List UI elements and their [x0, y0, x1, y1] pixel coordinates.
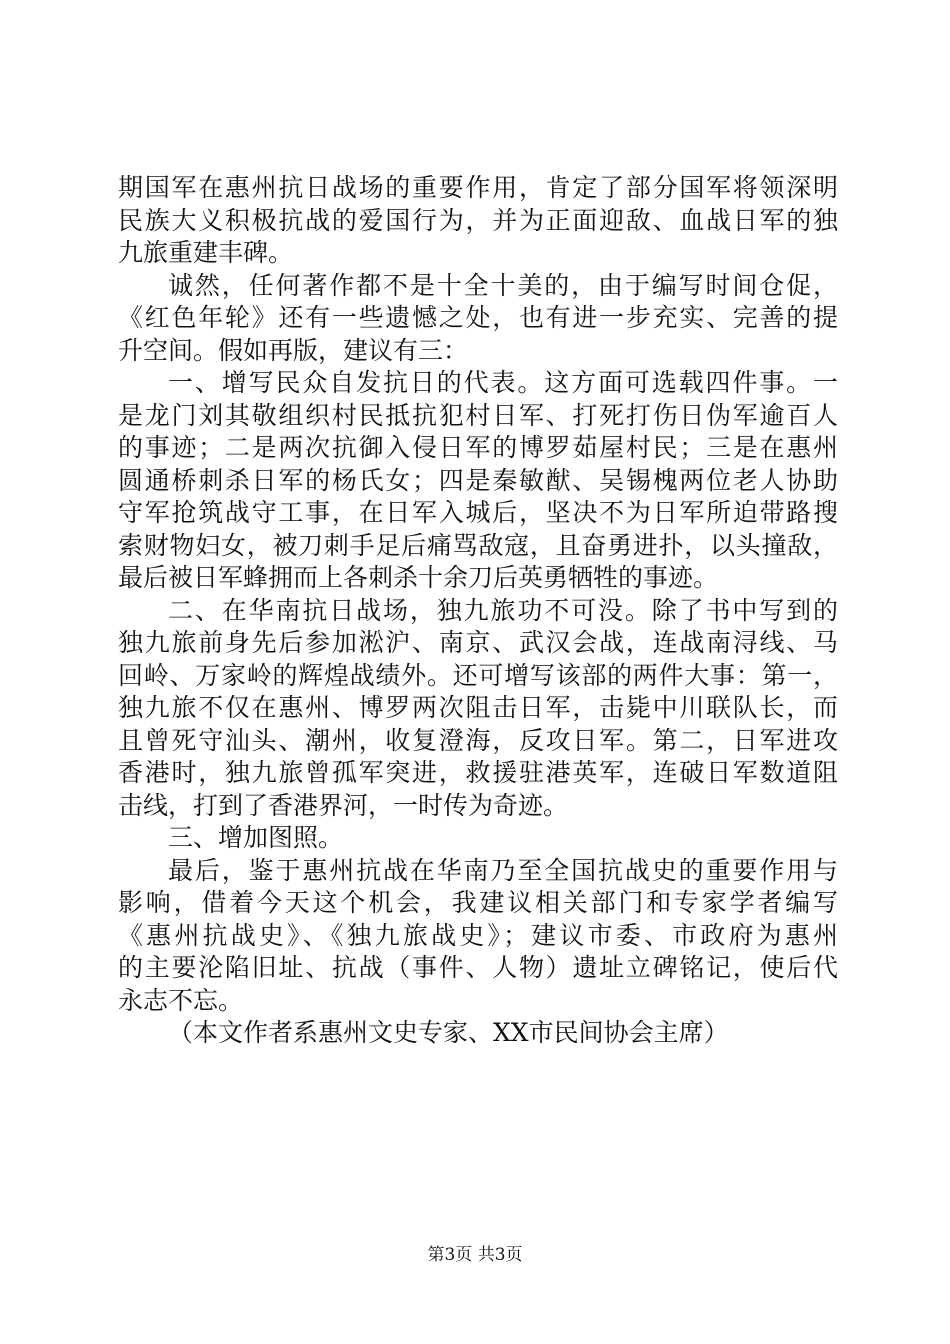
text-line: 最后被日军蜂拥而上各刺杀十余刀后英勇牺牲的事迹。 [118, 563, 719, 592]
document-body [118, 172, 838, 1050]
text-line: 民族大义积极抗战的爱国行为，并为正面迎敌、血战日军的独 [118, 205, 838, 235]
text-line: 香港时，独九旅曾孤军突进，救援驻港英军，连破日军数道阻 [118, 758, 838, 787]
text-line: 《惠州抗战史》、《独九旅战史》；建议市委、市政府为惠州 [118, 920, 838, 950]
text-line: 升空间。假如再版，建议有三： [118, 335, 469, 365]
text-line: 九旅重建丰碑。 [118, 238, 294, 267]
text-line: 索财物妇女，被刀刺手足后痛骂敌寇，且奋勇进扑，以头撞敌， [118, 530, 838, 560]
text-line: 且曾死守汕头、潮州，收复澄海，反攻日军。第二，日军进攻 [118, 725, 838, 755]
author-byline: （本文作者系惠州文史专家、XX市民间协会主席） [168, 1018, 729, 1047]
text-line: 独九旅前身先后参加淞沪、南京、武汉会战，连战南浔线、马 [118, 628, 838, 657]
text-line: 影响，借着今天这个机会，我建议相关部门和专家学者编写 [118, 888, 838, 917]
text-line: 期国军在惠州抗日战场的重要作用，肯定了部分国军将领深明 [118, 173, 838, 202]
paragraph [118, 367, 838, 595]
text-line: 二、在华南抗日战场，独九旅功不可没。除了书中写到的 [168, 595, 838, 625]
text-line: 三、增加图照。 [168, 823, 344, 852]
text-line: 永志不忘。 [118, 985, 244, 1015]
text-line: 回岭、万家岭的辉煌战绩外。还可增写该部的两件大事：第一， [118, 660, 838, 690]
paragraph [118, 595, 838, 823]
paragraph [118, 855, 838, 1018]
paragraph [118, 270, 838, 368]
text-line: 击线，打到了香港界河，一时传为奇迹。 [118, 790, 569, 820]
text-line: 圆通桥刺杀日军的杨氏女；四是秦敏猷、吴锡槐两位老人协助 [118, 465, 838, 495]
text-line: 独九旅不仅在惠州、博罗两次阻击日军，击毙中川联队长，而 [118, 693, 838, 722]
paragraph [118, 822, 838, 855]
text-line: 的主要沦陷旧址、抗战（事件、人物）遗址立碑铭记，使后代 [118, 953, 838, 982]
text-line: 是龙门刘其敬组织村民抵抗犯村日军、打死打伤日伪军逾百人 [118, 400, 838, 430]
text-line: 守军抢筑战守工事，在日军入城后，坚决不为日军所迫带路搜 [118, 498, 838, 527]
text-line: 《红色年轮》还有一些遗憾之处，也有进一步充实、完善的提 [118, 303, 838, 332]
text-line: 最后，鉴于惠州抗战在华南乃至全国抗战史的重要作用与 [168, 855, 838, 885]
text-line: 一、增写民众自发抗日的代表。这方面可选载四件事。一 [168, 368, 838, 397]
text-line: 的事迹；二是两次抗御入侵日军的博罗茹屋村民；三是在惠州 [118, 433, 838, 462]
page-footer: 第3页 共3页 [427, 1245, 523, 1265]
paragraph [118, 172, 838, 270]
text-line: 诚然，任何著作都不是十全十美的，由于编写时间仓促， [168, 270, 838, 300]
